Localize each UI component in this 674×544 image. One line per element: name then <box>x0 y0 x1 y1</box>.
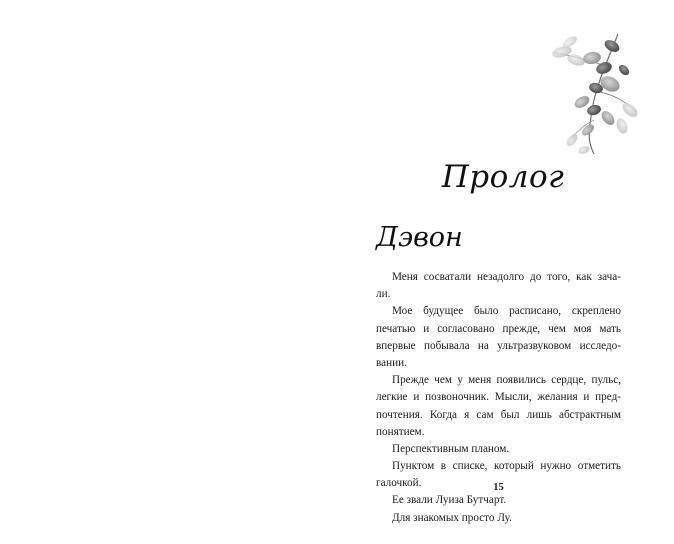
text-line: Для знакомых просто Лу. <box>392 511 512 524</box>
text-line: Прежде чем у меня появились сердце, пульс, <box>392 374 621 387</box>
chapter-title: Пролог <box>441 159 565 195</box>
text-line: вании. <box>376 356 407 369</box>
text-line: впервые побывала на ультразвуковом исследо- <box>376 339 621 352</box>
page-number: 15 <box>493 482 504 493</box>
narrator-heading: Дэвон <box>376 222 463 253</box>
text-line: печатью и согласовано прежде, чем моя мать <box>376 322 621 335</box>
text-line: понятием. <box>376 425 425 438</box>
text-line: галочкой. <box>376 477 422 490</box>
text-line: ли. <box>376 288 391 301</box>
text-line: Меня сосватали незадолго до того, как зача- <box>392 271 621 283</box>
text-line: легкие и позвоночник. Мысли, желания и пред- <box>376 391 621 404</box>
text-line: Перспективным планом. <box>392 442 510 455</box>
text-line: Мое будущее было расписано, скреплено <box>392 305 621 318</box>
eucalyptus-branch-icon <box>548 30 640 158</box>
text-line: Пунктом в списке, который нужно отметить <box>392 460 621 473</box>
text-line: почтения. Когда я сам был лишь абстрактным <box>376 408 621 421</box>
text-line: Ее звали Луиза Бутчарт. <box>392 494 507 507</box>
